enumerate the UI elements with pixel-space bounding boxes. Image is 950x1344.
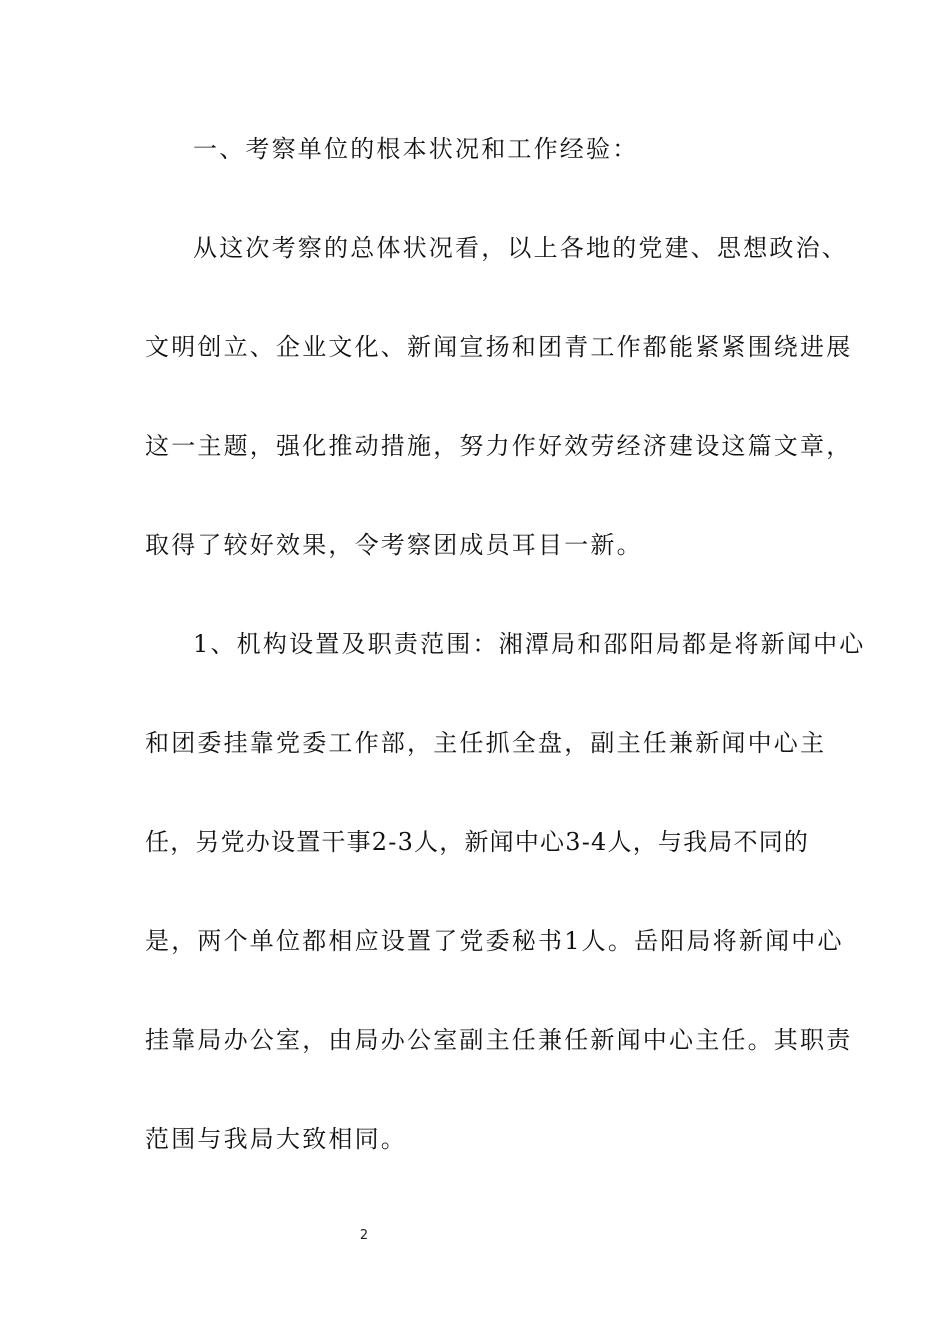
page-number: 2 <box>359 1228 369 1243</box>
paragraph-line: 从这次考察的总体状况看，以上各地的党建、思想政治、 <box>193 234 848 262</box>
paragraph-line: 这一主题，强化推动措施，努力作好效劳经济建设这篇文章， <box>145 432 853 460</box>
body-text <box>145 126 866 1215</box>
paragraph-line: 任，另党办设置干事2-3人，新闻中心3-4人，与我局不同的 <box>145 828 810 856</box>
paragraph-line: 范围与我局大致相同。 <box>145 1125 407 1153</box>
heading-line: 一、考察单位的根本状况和工作经验： <box>193 135 639 163</box>
paragraph-line: 1、机构设置及职责范围：湘潭局和邵阳局都是将新闻中心 <box>193 630 866 658</box>
paragraph-line: 是，两个单位都相应设置了党委秘书1人。岳阳局将新闻中心 <box>145 927 844 955</box>
paragraph-line: 文明创立、企业文化、新闻宣扬和团青工作都能紧紧围绕进展 <box>145 333 853 361</box>
paragraph-line: 挂靠局办公室，由局办公室副主任兼任新闻中心主任。其职责 <box>145 1026 853 1054</box>
paragraph-line: 取得了较好效果，令考察团成员耳目一新。 <box>145 531 643 559</box>
paragraph-line: 和团委挂靠党委工作部，主任抓全盘，副主任兼新闻中心主 <box>145 729 827 757</box>
